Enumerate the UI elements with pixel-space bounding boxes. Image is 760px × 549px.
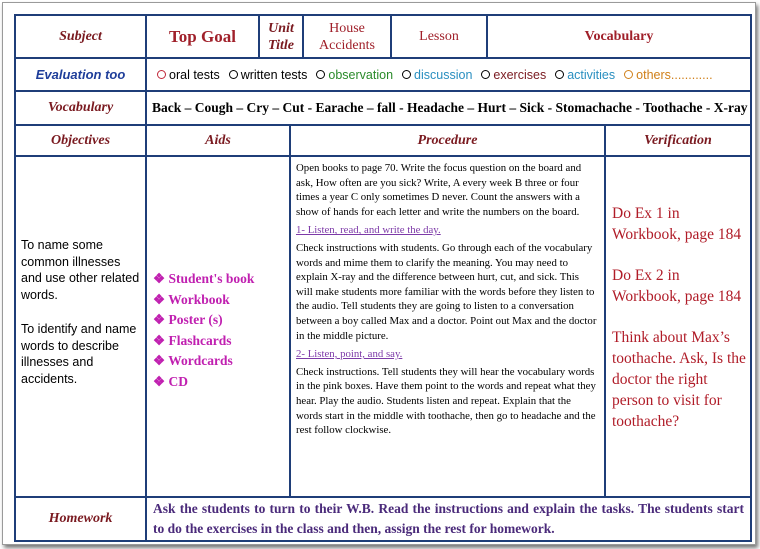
homework-label-cell	[16, 498, 147, 540]
radio-circle-icon	[481, 70, 490, 79]
eval-option-written-tests[interactable]: written tests	[229, 68, 308, 82]
radio-circle-icon	[624, 70, 633, 79]
evaluation-label-cell	[16, 59, 147, 90]
aid-item-workbook: ❖ Workbook	[153, 291, 230, 307]
eval-option-discussion[interactable]: discussion	[402, 68, 472, 82]
radio-circle-icon	[229, 70, 238, 79]
subject-label: Subject	[59, 28, 102, 44]
procedure-cell	[291, 157, 606, 496]
objective-item: To identify and name words to describe illnesses and accidents.	[21, 322, 137, 386]
unit-title-value-line1: House	[329, 20, 365, 36]
eval-option-observation[interactable]: observation	[316, 68, 393, 82]
objective-item: To name some common illnesses and use other related words.	[21, 238, 140, 302]
lesson-plan-frame	[2, 2, 756, 545]
procedure-step2-title: 2- Listen, point, and say.	[296, 348, 403, 361]
eval-option-activities[interactable]: activities	[555, 68, 615, 82]
aids-cell	[147, 157, 291, 496]
eval-option-oral-tests[interactable]: oral tests	[157, 68, 220, 82]
objectives-header-cell	[16, 126, 147, 155]
vocabulary-words-cell	[147, 92, 750, 124]
lesson-label-cell	[392, 16, 488, 57]
aid-item-cd: ❖ CD	[153, 373, 188, 389]
subject-value-cell	[147, 16, 260, 57]
homework-label: Homework	[48, 511, 113, 526]
eval-option-exercises[interactable]: exercises	[481, 68, 546, 82]
aid-item-wordcards: ❖ Wordcards	[153, 353, 233, 368]
lesson-value: Vocabulary	[584, 28, 654, 44]
unit-title-label-cell	[260, 16, 304, 57]
column-header-row	[16, 126, 750, 157]
homework-row	[16, 498, 750, 540]
procedure-step2-text: Check instructions. Tell students they will hear the vocabulary words in the pink boxes. Have them point to the words and repeat what they hear. Play the audio. Students listen and repeat. Explain that the words start in the middle with toothache, then go to headache and the rest follow clockwise.	[296, 365, 596, 437]
procedure-step1-text: Check instructions with students. Go through each of the vocabulary words and mime them to clarify the meaning. You may need to explain X-ray and the difference between hurt, cut, and sick. This will make students more familiar with the words before they listen to the audio. Tell students they are going to listen to a conversation between a boy called Max and a doctor. Point out Max and the doctor in the middle picture.	[296, 241, 597, 342]
verification-item: Do Ex 1 in Workbook, page 184	[612, 205, 742, 243]
verification-header: Verification	[644, 132, 712, 148]
procedure-step1-title: 1- Listen, read, and write the day.	[296, 224, 441, 237]
verification-item: Think about Max’s toothache. Ask, Is the doctor the right person to visit for toothache?	[612, 329, 746, 430]
unit-title-label-line1: Unit	[268, 20, 294, 36]
unit-title-label-line2: Title	[268, 37, 294, 53]
evaluation-row	[16, 59, 750, 92]
radio-circle-icon	[316, 70, 325, 79]
radio-circle-icon	[402, 70, 411, 79]
verification-header-cell	[606, 126, 750, 155]
procedure-header-cell	[291, 126, 606, 155]
vocabulary-words: Back – Cough – Cry – Cut - Earache – fall - Headache – Hurt – Sick - Stomachache - Toothache - X-ray	[152, 100, 748, 115]
content-row	[16, 157, 750, 498]
aid-item-posters: ❖ Poster (s)	[153, 312, 223, 327]
procedure-intro: Open books to page 70. Write the focus question on the board and ask, How often are you sick? Write, A every week B three or four times a year C only sometimes D never. Count the answers with a show of hands for each letter and write the numbers on the board.	[296, 162, 582, 218]
evaluation-options	[147, 59, 750, 90]
subject-value: Top Goal	[169, 26, 236, 46]
lesson-value-cell	[488, 16, 750, 57]
vocabulary-row	[16, 92, 750, 126]
vocabulary-label: Vocabulary	[47, 100, 114, 115]
homework-text-cell	[147, 498, 750, 540]
radio-circle-icon	[157, 70, 166, 79]
aids-header-cell	[147, 126, 291, 155]
verification-item: Do Ex 2 in Workbook, page 184	[612, 267, 742, 305]
verification-cell	[606, 157, 750, 496]
lesson-plan-table	[14, 14, 752, 542]
header-row	[16, 16, 750, 59]
eval-option-others[interactable]: others............	[624, 68, 712, 82]
subject-label-cell	[16, 16, 147, 57]
lesson-label: Lesson	[419, 28, 459, 44]
aid-item-students-book: ❖ Student's book	[153, 271, 255, 286]
homework-text: Ask the students to turn to their W.B. Read the instructions and explain the tasks. The students start to do the exercises in the class and then, assign the rest for homework.	[153, 501, 744, 536]
radio-circle-icon	[555, 70, 564, 79]
unit-title-value-line2: Accidents	[319, 37, 375, 53]
procedure-header: Procedure	[417, 132, 478, 148]
unit-title-value-cell	[304, 16, 392, 57]
vocabulary-label-cell	[16, 92, 147, 124]
aids-header: Aids	[205, 132, 231, 148]
objectives-header: Objectives	[50, 132, 111, 148]
objectives-cell	[16, 157, 147, 496]
evaluation-label: Evaluation too	[35, 67, 126, 82]
aid-item-flashcards: ❖ Flashcards	[153, 332, 232, 348]
